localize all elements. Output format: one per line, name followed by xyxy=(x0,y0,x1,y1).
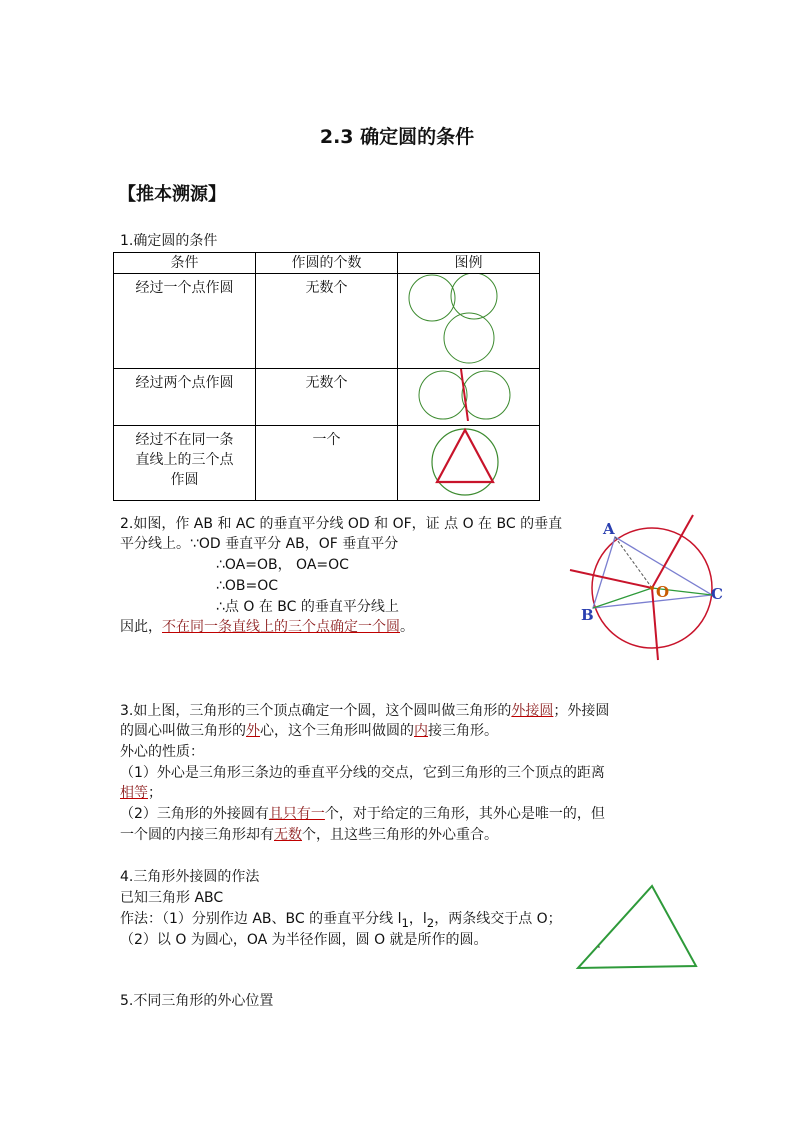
item2-line-3: ∴OA=OB， OA=OC xyxy=(216,557,349,573)
label-c: C xyxy=(711,585,723,603)
count-three-points: 一个 xyxy=(312,432,341,448)
term-infinite: 无数 xyxy=(274,827,302,843)
item3-line-5: 相等； xyxy=(120,785,162,801)
item3-line-7: 一个圆的内接三角形却有无数个，且这些三角形的外心重合。 xyxy=(120,827,498,843)
count-one-point: 无数个 xyxy=(305,280,348,296)
item3-line-3: 外心的性质： xyxy=(120,744,204,760)
table-row xyxy=(114,426,540,501)
term-circumcircle: 外接圆 xyxy=(511,703,554,719)
perp-bisector-ac xyxy=(652,515,693,588)
header-figure: 图例 xyxy=(398,253,540,274)
item2-line-4: ∴OB=OC xyxy=(216,578,279,594)
condition-three-points xyxy=(114,426,255,490)
item3-line-2: 的圆心叫做三角形的外心，这个三角形叫做圆的内接三角形。 xyxy=(120,723,498,739)
one-point-circles-figure xyxy=(398,274,539,364)
circle-b xyxy=(451,274,497,319)
header-count: 作圆的个数 xyxy=(256,253,398,274)
triangle-abc-green xyxy=(578,886,696,968)
triangle-abc-figure xyxy=(570,880,705,975)
circumcircle xyxy=(432,429,498,495)
small-dot xyxy=(598,946,600,948)
label-a: A xyxy=(603,520,615,538)
condition-one-point: 经过一个点作圆 xyxy=(135,280,234,296)
item4-line-4: （2）以 O 为圆心，OA 为半径作圆，圆 O 就是所作的圆。 xyxy=(120,932,488,948)
inscribed-triangle xyxy=(437,430,493,482)
condition-line-2: 直线上的三个点 xyxy=(135,452,234,468)
circle-c xyxy=(444,313,494,363)
point-o xyxy=(650,586,654,590)
condition-two-points: 经过两个点作圆 xyxy=(135,375,234,391)
item3-line-6: （2）三角形的外接圆有且只有一个，对于给定的三角形，其外心是唯一的，但 xyxy=(120,806,605,822)
item2-conclusion: 因此，不在同一条直线上的三个点确定一个圆。 xyxy=(120,619,414,635)
table-row xyxy=(114,369,540,426)
term-only-one: 且只有一 xyxy=(268,806,325,822)
condition-line-1: 经过不在同一条 xyxy=(135,432,234,448)
circumcenter-figure xyxy=(560,510,740,665)
item2-line-2: 平分线上。∵OD 垂直平分 AB，OF 垂直平分 xyxy=(120,536,399,552)
term-outer: 外 xyxy=(246,723,260,739)
two-points-circles-figure xyxy=(398,369,539,421)
table-row xyxy=(114,274,540,369)
item5-heading: 5.不同三角形的外心位置 xyxy=(120,993,274,1009)
conclusion-underlined: 不在同一条直线上的三个点确定一个圆 xyxy=(162,619,400,635)
conditions-table xyxy=(113,252,540,501)
page-title: 2.3 确定圆的条件 xyxy=(319,126,475,148)
section-heading: 【推本溯源】 xyxy=(118,184,226,205)
item3-line-1: 3.如上图，三角形的三个顶点确定一个圆，这个圆叫做三角形的外接圆；外接圆 xyxy=(120,703,610,719)
item4-line-2: 已知三角形 ABC xyxy=(120,890,224,906)
item4-heading: 4.三角形外接圆的作法 xyxy=(120,869,260,885)
three-points-circle-figure xyxy=(398,426,539,496)
label-o: O xyxy=(656,583,670,601)
condition-line-3: 作圆 xyxy=(170,472,199,488)
item2-line-5: ∴点 O 在 BC 的垂直平分线上 xyxy=(216,599,399,615)
perp-bisector-ab xyxy=(570,570,652,588)
header-condition: 条件 xyxy=(114,253,256,274)
item3-line-4: （1）外心是三角形三条边的垂直平分线的交点，它到三角形的三个顶点的距离 xyxy=(120,765,605,781)
term-equal: 相等 xyxy=(120,785,148,801)
item2-line-1: 2.如图，作 AB 和 AC 的垂直平分线 OD 和 OF，证 点 O 在 BC 的垂直 xyxy=(120,516,563,532)
label-b: B xyxy=(581,606,594,624)
item4-line-3: 作法：（1）分别作边 AB、BC 的垂直平分线 $l_1$，$l_2$，两条线交于点 O； xyxy=(120,911,562,930)
circle-a xyxy=(409,275,455,321)
circle-left xyxy=(419,371,467,419)
item1-heading: 1.确定圆的条件 xyxy=(120,233,218,249)
circle-right xyxy=(462,371,510,419)
table-header-row xyxy=(114,253,540,274)
term-inner: 内 xyxy=(414,723,428,739)
count-two-points: 无数个 xyxy=(305,375,348,391)
